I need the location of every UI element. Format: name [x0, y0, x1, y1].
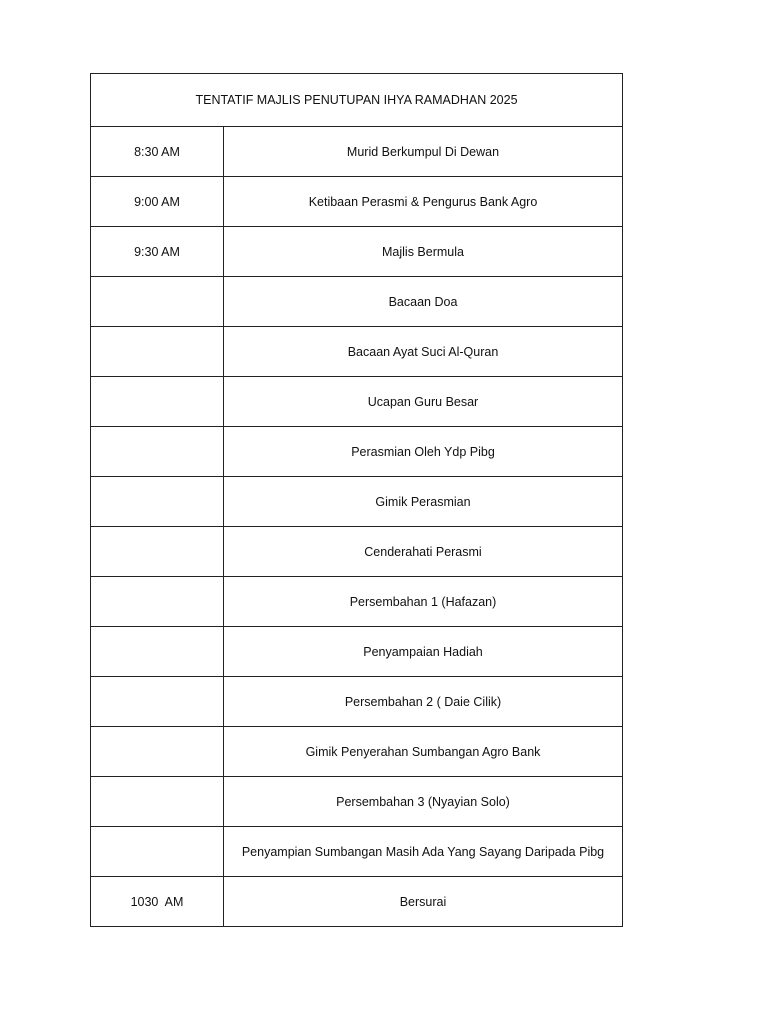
document-title: TENTATIF MAJLIS PENUTUPAN IHYA RAMADHAN 2025: [91, 74, 623, 127]
time-cell: [91, 777, 224, 827]
time-cell: [91, 477, 224, 527]
title-row: [91, 74, 623, 127]
time-cell: [91, 827, 224, 877]
table-row: [91, 177, 623, 227]
time-text: 9:00 AM: [134, 194, 180, 209]
event-cell: Majlis Bermula: [224, 227, 623, 277]
event-cell: Bersurai: [224, 877, 623, 927]
time-cell: [91, 277, 224, 327]
event-cell: Ucapan Guru Besar: [224, 377, 623, 427]
time-cell: [91, 377, 224, 427]
schedule-body: [91, 74, 623, 927]
table-row: [91, 577, 623, 627]
time-cell: [91, 627, 224, 677]
event-cell: Bacaan Doa: [224, 277, 623, 327]
event-cell: Gimik Penyerahan Sumbangan Agro Bank: [224, 727, 623, 777]
event-cell: Persembahan 2 ( Daie Cilik): [224, 677, 623, 727]
table-row: [91, 377, 623, 427]
event-cell: Gimik Perasmian: [224, 477, 623, 527]
table-row: [91, 527, 623, 577]
event-cell: Perasmian Oleh Ydp Pibg: [224, 427, 623, 477]
time-cell: [91, 727, 224, 777]
table-row: [91, 727, 623, 777]
event-cell: Persembahan 1 (Hafazan): [224, 577, 623, 627]
table-row: [91, 327, 623, 377]
time-cell: [91, 177, 224, 227]
schedule-table: [90, 73, 623, 927]
time-cell: [91, 677, 224, 727]
time-text: 9:30 AM: [134, 244, 180, 259]
time-text: 8:30 AM: [134, 144, 180, 159]
time-cell: [91, 327, 224, 377]
time-cell: [91, 577, 224, 627]
table-row: [91, 427, 623, 477]
time-cell: [91, 127, 224, 177]
time-cell: [91, 527, 224, 577]
table-row: [91, 127, 623, 177]
table-row: [91, 277, 623, 327]
table-row: [91, 677, 623, 727]
time-text: 1030 AM: [130, 894, 184, 909]
time-cell: [91, 427, 224, 477]
table-row: [91, 777, 623, 827]
event-cell: Persembahan 3 (Nyayian Solo): [224, 777, 623, 827]
time-cell: [91, 227, 224, 277]
event-cell: Penyampaian Hadiah: [224, 627, 623, 677]
event-cell: Penyampian Sumbangan Masih Ada Yang Sayang Daripada Pibg: [224, 827, 623, 877]
event-cell: Bacaan Ayat Suci Al-Quran: [224, 327, 623, 377]
event-cell: Murid Berkumpul Di Dewan: [224, 127, 623, 177]
event-cell: Ketibaan Perasmi & Pengurus Bank Agro: [224, 177, 623, 227]
table-row: [91, 627, 623, 677]
event-cell: Cenderahati Perasmi: [224, 527, 623, 577]
table-row: [91, 827, 623, 877]
table-row: [91, 877, 623, 927]
table-row: [91, 227, 623, 277]
table-row: [91, 477, 623, 527]
time-cell: [91, 877, 224, 927]
